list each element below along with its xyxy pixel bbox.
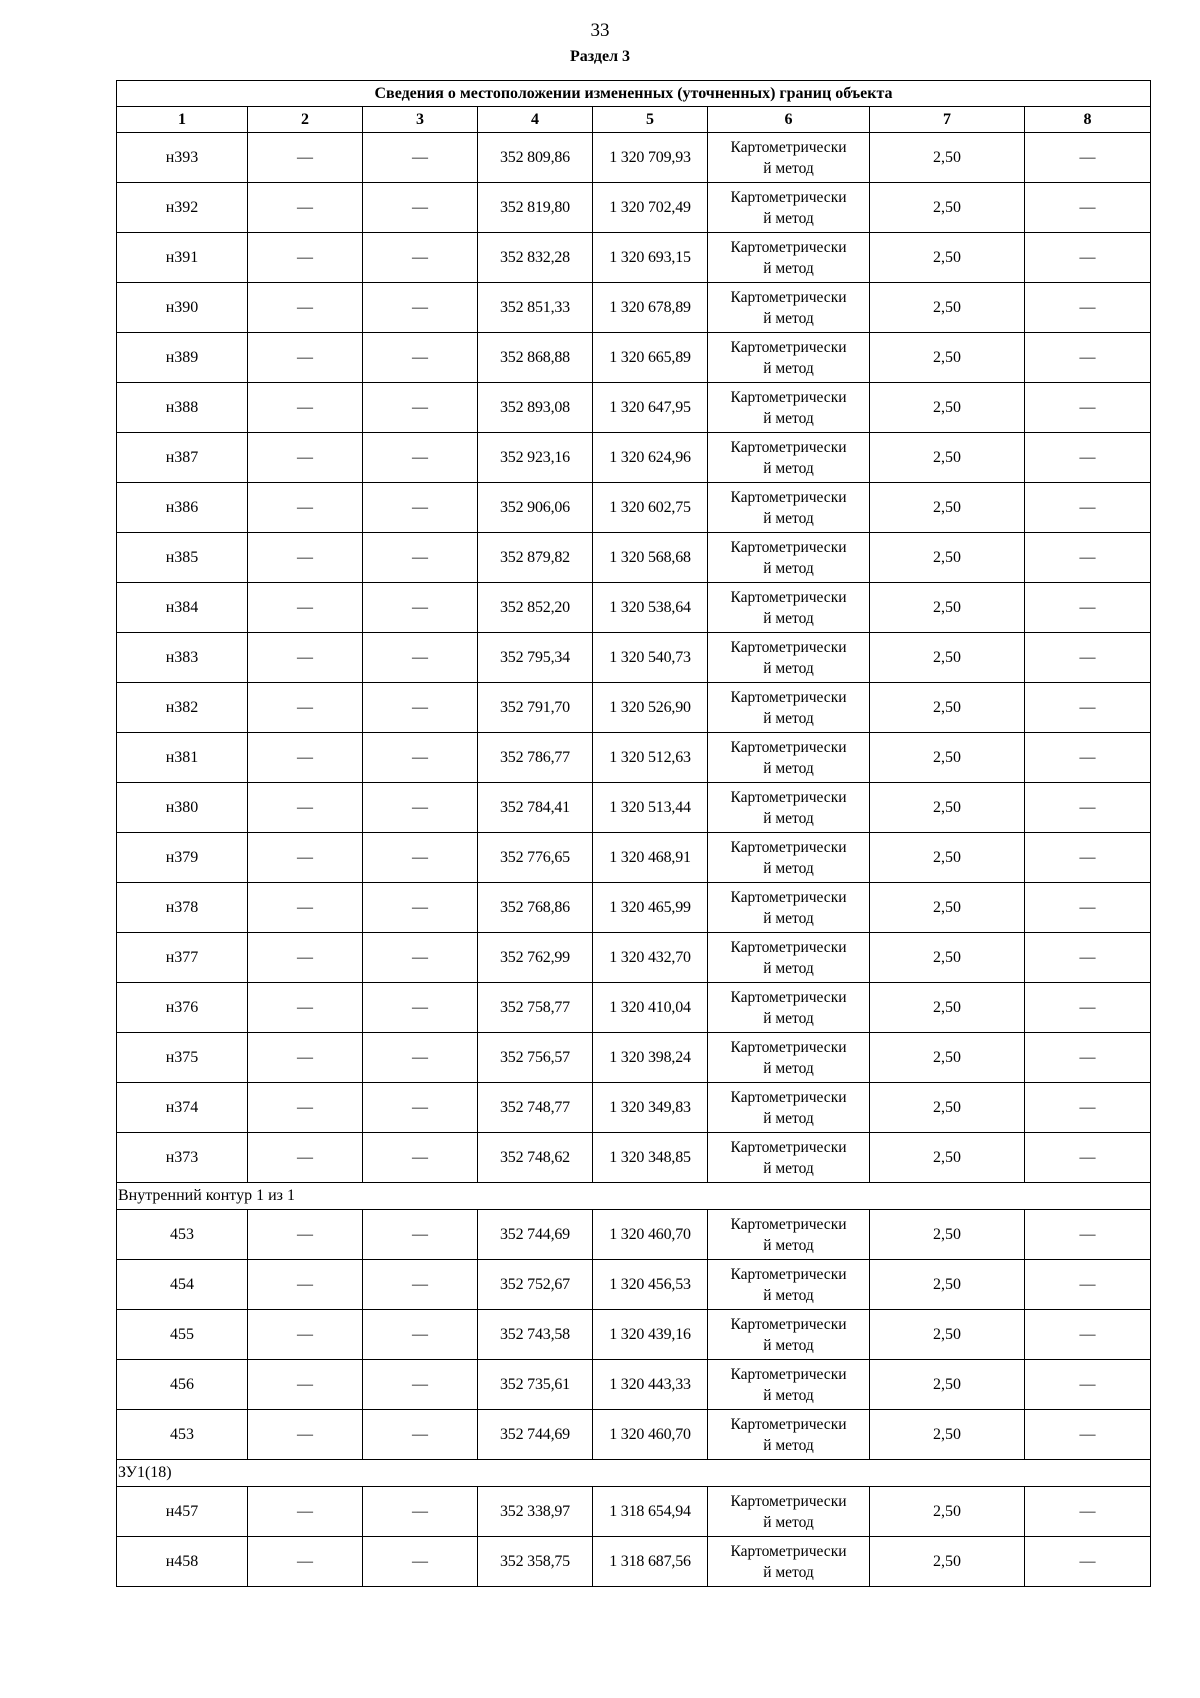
col-3-value: — bbox=[363, 183, 478, 233]
coordinate-y: 1 320 540,73 bbox=[593, 633, 708, 683]
point-number: н375 bbox=[117, 1033, 248, 1083]
method: Картометрически й метод bbox=[708, 783, 870, 833]
col-2-value: — bbox=[248, 183, 363, 233]
point-number: 453 bbox=[117, 1210, 248, 1260]
col-8-value: — bbox=[1025, 433, 1151, 483]
col-8-value: — bbox=[1025, 133, 1151, 183]
method: Картометрически й метод bbox=[708, 1210, 870, 1260]
method: Картометрически й метод bbox=[708, 583, 870, 633]
precision: 2,50 bbox=[870, 183, 1025, 233]
table-row bbox=[117, 483, 1151, 533]
column-number: 3 bbox=[363, 107, 478, 133]
coordinate-x: 352 744,69 bbox=[478, 1210, 593, 1260]
coordinate-y: 1 320 460,70 bbox=[593, 1410, 708, 1460]
precision: 2,50 bbox=[870, 1083, 1025, 1133]
precision: 2,50 bbox=[870, 383, 1025, 433]
precision: 2,50 bbox=[870, 1133, 1025, 1183]
coordinate-x: 352 752,67 bbox=[478, 1260, 593, 1310]
col-3-value: — bbox=[363, 433, 478, 483]
col-2-value: — bbox=[248, 333, 363, 383]
col-8-value: — bbox=[1025, 1210, 1151, 1260]
coordinate-x: 352 809,86 bbox=[478, 133, 593, 183]
table-row bbox=[117, 1537, 1151, 1587]
method: Картометрически й метод bbox=[708, 1537, 870, 1587]
col-3-value: — bbox=[363, 633, 478, 683]
col-2-value: — bbox=[248, 433, 363, 483]
table-row bbox=[117, 183, 1151, 233]
coordinate-x: 352 906,06 bbox=[478, 483, 593, 533]
method: Картометрически й метод bbox=[708, 133, 870, 183]
col-2-value: — bbox=[248, 1133, 363, 1183]
col-8-value: — bbox=[1025, 833, 1151, 883]
table-row bbox=[117, 1210, 1151, 1260]
table-row bbox=[117, 883, 1151, 933]
method: Картометрически й метод bbox=[708, 333, 870, 383]
col-2-value: — bbox=[248, 883, 363, 933]
point-number: н388 bbox=[117, 383, 248, 433]
precision: 2,50 bbox=[870, 133, 1025, 183]
point-number: н380 bbox=[117, 783, 248, 833]
col-2-value: — bbox=[248, 1310, 363, 1360]
col-3-value: — bbox=[363, 683, 478, 733]
method: Картометрически й метод bbox=[708, 283, 870, 333]
coordinate-x: 352 832,28 bbox=[478, 233, 593, 283]
coordinate-x: 352 358,75 bbox=[478, 1537, 593, 1587]
col-3-value: — bbox=[363, 283, 478, 333]
coordinate-y: 1 320 602,75 bbox=[593, 483, 708, 533]
col-2-value: — bbox=[248, 633, 363, 683]
coordinate-x: 352 743,58 bbox=[478, 1310, 593, 1360]
method: Картометрически й метод bbox=[708, 1033, 870, 1083]
col-2-value: — bbox=[248, 1360, 363, 1410]
point-number: н382 bbox=[117, 683, 248, 733]
coordinate-y: 1 320 709,93 bbox=[593, 133, 708, 183]
coordinate-x: 352 776,65 bbox=[478, 833, 593, 883]
precision: 2,50 bbox=[870, 933, 1025, 983]
coordinate-y: 1 320 693,15 bbox=[593, 233, 708, 283]
point-number: н383 bbox=[117, 633, 248, 683]
precision: 2,50 bbox=[870, 1260, 1025, 1310]
col-3-value: — bbox=[363, 583, 478, 633]
precision: 2,50 bbox=[870, 1360, 1025, 1410]
point-number: 454 bbox=[117, 1260, 248, 1310]
coordinate-x: 352 852,20 bbox=[478, 583, 593, 633]
coordinate-y: 1 320 568,68 bbox=[593, 533, 708, 583]
col-8-value: — bbox=[1025, 533, 1151, 583]
coordinate-x: 352 762,99 bbox=[478, 933, 593, 983]
point-number: н387 bbox=[117, 433, 248, 483]
table-row bbox=[117, 1083, 1151, 1133]
col-8-value: — bbox=[1025, 1133, 1151, 1183]
col-2-value: — bbox=[248, 383, 363, 433]
coordinate-x: 352 819,80 bbox=[478, 183, 593, 233]
method: Картометрически й метод bbox=[708, 733, 870, 783]
precision: 2,50 bbox=[870, 533, 1025, 583]
coordinate-y: 1 320 647,95 bbox=[593, 383, 708, 433]
col-8-value: — bbox=[1025, 1410, 1151, 1460]
col-3-value: — bbox=[363, 933, 478, 983]
precision: 2,50 bbox=[870, 233, 1025, 283]
col-2-value: — bbox=[248, 1260, 363, 1310]
point-number: н378 bbox=[117, 883, 248, 933]
col-8-value: — bbox=[1025, 1260, 1151, 1310]
coordinate-y: 1 320 526,90 bbox=[593, 683, 708, 733]
coordinate-y: 1 320 702,49 bbox=[593, 183, 708, 233]
col-8-value: — bbox=[1025, 583, 1151, 633]
point-number: 456 bbox=[117, 1360, 248, 1410]
col-2-value: — bbox=[248, 1487, 363, 1537]
method: Картометрически й метод bbox=[708, 683, 870, 733]
column-number: 6 bbox=[708, 107, 870, 133]
coordinate-y: 1 318 654,94 bbox=[593, 1487, 708, 1537]
col-8-value: — bbox=[1025, 633, 1151, 683]
col-8-value: — bbox=[1025, 933, 1151, 983]
precision: 2,50 bbox=[870, 833, 1025, 883]
precision: 2,50 bbox=[870, 633, 1025, 683]
method: Картометрически й метод bbox=[708, 233, 870, 283]
method: Картометрически й метод bbox=[708, 383, 870, 433]
coordinate-x: 352 756,57 bbox=[478, 1033, 593, 1083]
precision: 2,50 bbox=[870, 883, 1025, 933]
col-3-value: — bbox=[363, 233, 478, 283]
coordinate-x: 352 791,70 bbox=[478, 683, 593, 733]
col-8-value: — bbox=[1025, 1360, 1151, 1410]
coordinate-x: 352 758,77 bbox=[478, 983, 593, 1033]
coordinate-x: 352 748,77 bbox=[478, 1083, 593, 1133]
coordinate-x: 352 338,97 bbox=[478, 1487, 593, 1537]
precision: 2,50 bbox=[870, 683, 1025, 733]
col-3-value: — bbox=[363, 1310, 478, 1360]
point-number: н386 bbox=[117, 483, 248, 533]
col-3-value: — bbox=[363, 1487, 478, 1537]
col-2-value: — bbox=[248, 1410, 363, 1460]
precision: 2,50 bbox=[870, 1033, 1025, 1083]
method: Картометрически й метод bbox=[708, 1133, 870, 1183]
method: Картометрически й метод bbox=[708, 483, 870, 533]
col-8-value: — bbox=[1025, 483, 1151, 533]
point-number: н458 bbox=[117, 1537, 248, 1587]
col-3-value: — bbox=[363, 983, 478, 1033]
coordinate-x: 352 735,61 bbox=[478, 1360, 593, 1410]
coordinate-x: 352 893,08 bbox=[478, 383, 593, 433]
boundary-coordinates-table bbox=[116, 80, 1151, 1587]
coordinate-x: 352 868,88 bbox=[478, 333, 593, 383]
precision: 2,50 bbox=[870, 583, 1025, 633]
group-row bbox=[117, 1183, 1151, 1210]
point-number: н374 bbox=[117, 1083, 248, 1133]
coordinate-y: 1 318 687,56 bbox=[593, 1537, 708, 1587]
col-8-value: — bbox=[1025, 883, 1151, 933]
table-row bbox=[117, 233, 1151, 283]
method: Картометрически й метод bbox=[708, 1260, 870, 1310]
table-row bbox=[117, 533, 1151, 583]
coordinate-x: 352 768,86 bbox=[478, 883, 593, 933]
coordinate-y: 1 320 465,99 bbox=[593, 883, 708, 933]
column-number: 1 bbox=[117, 107, 248, 133]
col-2-value: — bbox=[248, 533, 363, 583]
col-3-value: — bbox=[363, 833, 478, 883]
col-3-value: — bbox=[363, 133, 478, 183]
col-2-value: — bbox=[248, 483, 363, 533]
group-row bbox=[117, 1460, 1151, 1487]
col-2-value: — bbox=[248, 1537, 363, 1587]
col-2-value: — bbox=[248, 133, 363, 183]
coordinate-y: 1 320 432,70 bbox=[593, 933, 708, 983]
coordinate-x: 352 744,69 bbox=[478, 1410, 593, 1460]
table-row bbox=[117, 333, 1151, 383]
table-row bbox=[117, 1360, 1151, 1410]
coordinate-y: 1 320 439,16 bbox=[593, 1310, 708, 1360]
coordinate-x: 352 786,77 bbox=[478, 733, 593, 783]
coordinate-x: 352 748,62 bbox=[478, 1133, 593, 1183]
col-3-value: — bbox=[363, 1033, 478, 1083]
col-3-value: — bbox=[363, 1260, 478, 1310]
column-number: 7 bbox=[870, 107, 1025, 133]
column-number: 8 bbox=[1025, 107, 1151, 133]
point-number: 455 bbox=[117, 1310, 248, 1360]
method: Картометрически й метод bbox=[708, 183, 870, 233]
table-row bbox=[117, 783, 1151, 833]
col-8-value: — bbox=[1025, 283, 1151, 333]
col-3-value: — bbox=[363, 533, 478, 583]
col-3-value: — bbox=[363, 483, 478, 533]
coordinate-y: 1 320 349,83 bbox=[593, 1083, 708, 1133]
method: Картометрически й метод bbox=[708, 1083, 870, 1133]
col-2-value: — bbox=[248, 1083, 363, 1133]
table-row bbox=[117, 933, 1151, 983]
point-number: н376 bbox=[117, 983, 248, 1033]
coordinate-y: 1 320 665,89 bbox=[593, 333, 708, 383]
table-row bbox=[117, 283, 1151, 333]
col-2-value: — bbox=[248, 1033, 363, 1083]
table-row bbox=[117, 133, 1151, 183]
precision: 2,50 bbox=[870, 483, 1025, 533]
method: Картометрически й метод bbox=[708, 1360, 870, 1410]
coordinate-y: 1 320 538,64 bbox=[593, 583, 708, 633]
coordinate-y: 1 320 348,85 bbox=[593, 1133, 708, 1183]
group-label: ЗУ1(18) bbox=[117, 1460, 1151, 1487]
col-8-value: — bbox=[1025, 1083, 1151, 1133]
point-number: н385 bbox=[117, 533, 248, 583]
point-number: н390 bbox=[117, 283, 248, 333]
precision: 2,50 bbox=[870, 333, 1025, 383]
col-8-value: — bbox=[1025, 1537, 1151, 1587]
col-2-value: — bbox=[248, 833, 363, 883]
col-2-value: — bbox=[248, 933, 363, 983]
col-2-value: — bbox=[248, 1210, 363, 1260]
column-number: 5 bbox=[593, 107, 708, 133]
method: Картометрически й метод bbox=[708, 633, 870, 683]
col-3-value: — bbox=[363, 1360, 478, 1410]
table-row bbox=[117, 433, 1151, 483]
coordinate-y: 1 320 460,70 bbox=[593, 1210, 708, 1260]
column-number: 4 bbox=[478, 107, 593, 133]
method: Картометрически й метод bbox=[708, 1310, 870, 1360]
point-number: н377 bbox=[117, 933, 248, 983]
point-number: н373 bbox=[117, 1133, 248, 1183]
col-8-value: — bbox=[1025, 333, 1151, 383]
col-3-value: — bbox=[363, 733, 478, 783]
coordinate-y: 1 320 624,96 bbox=[593, 433, 708, 483]
col-3-value: — bbox=[363, 1133, 478, 1183]
col-8-value: — bbox=[1025, 183, 1151, 233]
column-number: 2 bbox=[248, 107, 363, 133]
precision: 2,50 bbox=[870, 433, 1025, 483]
col-2-value: — bbox=[248, 233, 363, 283]
col-8-value: — bbox=[1025, 233, 1151, 283]
table-row bbox=[117, 733, 1151, 783]
col-3-value: — bbox=[363, 1410, 478, 1460]
coordinate-x: 352 784,41 bbox=[478, 783, 593, 833]
coordinate-y: 1 320 513,44 bbox=[593, 783, 708, 833]
col-8-value: — bbox=[1025, 383, 1151, 433]
col-8-value: — bbox=[1025, 783, 1151, 833]
precision: 2,50 bbox=[870, 1487, 1025, 1537]
table-row bbox=[117, 1410, 1151, 1460]
col-8-value: — bbox=[1025, 683, 1151, 733]
precision: 2,50 bbox=[870, 783, 1025, 833]
table-row bbox=[117, 983, 1151, 1033]
table-row bbox=[117, 583, 1151, 633]
coordinate-x: 352 923,16 bbox=[478, 433, 593, 483]
page-number: 33 bbox=[590, 20, 610, 41]
col-8-value: — bbox=[1025, 1310, 1151, 1360]
coordinate-y: 1 320 468,91 bbox=[593, 833, 708, 883]
method: Картометрически й метод bbox=[708, 883, 870, 933]
point-number: н457 bbox=[117, 1487, 248, 1537]
point-number: н381 bbox=[117, 733, 248, 783]
table-row bbox=[117, 1260, 1151, 1310]
method: Картометрически й метод bbox=[708, 833, 870, 883]
table-row bbox=[117, 1310, 1151, 1360]
coordinate-y: 1 320 512,63 bbox=[593, 733, 708, 783]
method: Картометрически й метод bbox=[708, 533, 870, 583]
col-2-value: — bbox=[248, 683, 363, 733]
table-row bbox=[117, 633, 1151, 683]
point-number: н391 bbox=[117, 233, 248, 283]
point-number: н393 bbox=[117, 133, 248, 183]
coordinate-y: 1 320 410,04 bbox=[593, 983, 708, 1033]
col-8-value: — bbox=[1025, 733, 1151, 783]
col-2-value: — bbox=[248, 983, 363, 1033]
point-number: н379 bbox=[117, 833, 248, 883]
table-row bbox=[117, 683, 1151, 733]
method: Картометрически й метод bbox=[708, 433, 870, 483]
table-row bbox=[117, 1487, 1151, 1537]
point-number: н392 bbox=[117, 183, 248, 233]
coordinate-x: 352 851,33 bbox=[478, 283, 593, 333]
coordinate-y: 1 320 456,53 bbox=[593, 1260, 708, 1310]
precision: 2,50 bbox=[870, 1210, 1025, 1260]
precision: 2,50 bbox=[870, 1537, 1025, 1587]
point-number: н389 bbox=[117, 333, 248, 383]
method: Картометрически й метод bbox=[708, 1410, 870, 1460]
col-2-value: — bbox=[248, 283, 363, 333]
col-3-value: — bbox=[363, 783, 478, 833]
col-3-value: — bbox=[363, 1210, 478, 1260]
precision: 2,50 bbox=[870, 1310, 1025, 1360]
coordinate-y: 1 320 398,24 bbox=[593, 1033, 708, 1083]
method: Картометрически й метод bbox=[708, 1487, 870, 1537]
section-title: Раздел 3 bbox=[569, 48, 631, 65]
point-number: н384 bbox=[117, 583, 248, 633]
col-3-value: — bbox=[363, 1537, 478, 1587]
table-row bbox=[117, 383, 1151, 433]
col-3-value: — bbox=[363, 383, 478, 433]
col-2-value: — bbox=[248, 583, 363, 633]
table-row bbox=[117, 1133, 1151, 1183]
coordinate-x: 352 879,82 bbox=[478, 533, 593, 583]
method: Картометрически й метод bbox=[708, 933, 870, 983]
col-3-value: — bbox=[363, 883, 478, 933]
coordinate-y: 1 320 443,33 bbox=[593, 1360, 708, 1410]
col-3-value: — bbox=[363, 333, 478, 383]
group-label: Внутренний контур 1 из 1 bbox=[117, 1183, 1151, 1210]
point-number: 453 bbox=[117, 1410, 248, 1460]
col-8-value: — bbox=[1025, 1487, 1151, 1537]
precision: 2,50 bbox=[870, 1410, 1025, 1460]
col-3-value: — bbox=[363, 1083, 478, 1133]
column-number-row bbox=[117, 107, 1151, 133]
col-2-value: — bbox=[248, 783, 363, 833]
precision: 2,50 bbox=[870, 733, 1025, 783]
col-8-value: — bbox=[1025, 983, 1151, 1033]
table-row bbox=[117, 833, 1151, 883]
table-caption: Сведения о местоположении измененных (уточненных) границ объекта bbox=[117, 81, 1151, 107]
precision: 2,50 bbox=[870, 983, 1025, 1033]
col-2-value: — bbox=[248, 733, 363, 783]
table-body bbox=[117, 133, 1151, 1587]
col-8-value: — bbox=[1025, 1033, 1151, 1083]
coordinate-y: 1 320 678,89 bbox=[593, 283, 708, 333]
method: Картометрически й метод bbox=[708, 983, 870, 1033]
precision: 2,50 bbox=[870, 283, 1025, 333]
table-row bbox=[117, 1033, 1151, 1083]
coordinate-x: 352 795,34 bbox=[478, 633, 593, 683]
